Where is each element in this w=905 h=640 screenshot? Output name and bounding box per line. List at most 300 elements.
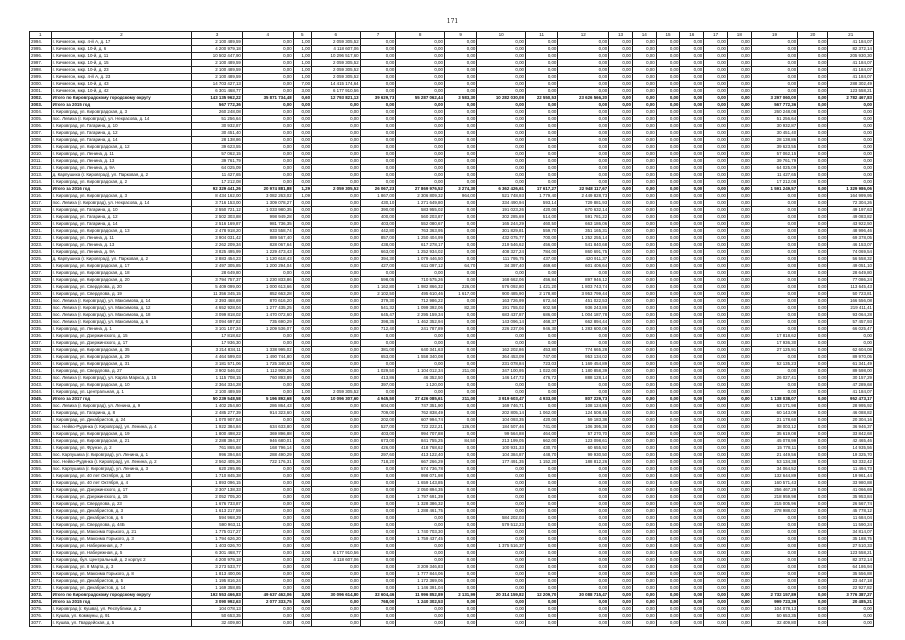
- amount-cell: 0,00: [396, 130, 445, 137]
- row-number-cell: 3016.: [30, 193, 52, 200]
- amount-cell: 1,29: [293, 186, 311, 193]
- amount-cell: 64,70: [444, 263, 476, 270]
- address-cell: г. Кировград, ул. 40 лет Октября, д. 4: [51, 480, 191, 487]
- amount-cell: 0,00: [609, 179, 633, 186]
- row-number-cell: 3060.: [30, 501, 52, 508]
- amount-cell: 0,00: [609, 312, 633, 319]
- amount-cell: 0,00: [312, 536, 361, 543]
- amount-cell: 0,00: [609, 151, 633, 158]
- amount-cell: 1 375 516,37: [477, 543, 526, 550]
- amount-cell: 0,00: [558, 557, 609, 564]
- amount-cell: 20 314 159,82: [477, 592, 526, 599]
- amount-cell: 1 250 404,99: [396, 235, 445, 242]
- amount-cell: 413,86: [360, 375, 396, 382]
- amount-cell: 301 829,81: [477, 228, 526, 235]
- address-cell: г. Кировград, ул. Свердлова, д. 44Б: [51, 522, 191, 529]
- amount-cell: 0,00: [632, 60, 656, 67]
- amount-cell: 0,00: [751, 67, 797, 74]
- amount-cell: 288 302,49: [828, 81, 874, 88]
- amount-cell: 0,00: [293, 305, 311, 312]
- amount-cell: 123 558,21: [828, 88, 874, 95]
- amount-cell: 0,00: [360, 536, 396, 543]
- table-row: [30, 480, 874, 487]
- amount-cell: 0,00: [727, 193, 751, 200]
- amount-cell: 432 075,77: [477, 235, 526, 242]
- amount-cell: 2 562 405,26: [192, 459, 243, 466]
- row-number-cell: 3047.: [30, 410, 52, 417]
- amount-cell: 0,00: [656, 319, 680, 326]
- column-header: 11: [525, 32, 557, 39]
- table-row: [30, 501, 874, 508]
- amount-cell: 7,00: [293, 81, 311, 88]
- amount-cell: 11 590,24: [828, 522, 874, 529]
- row-number-cell: 3027.: [30, 270, 52, 277]
- amount-cell: 23 626 566,20: [558, 95, 609, 102]
- amount-cell: 0,00: [798, 564, 828, 571]
- amount-cell: 0,00: [680, 368, 704, 375]
- table-row: [30, 165, 874, 172]
- amount-cell: 0,00: [444, 382, 476, 389]
- amount-cell: 0,00: [312, 340, 361, 347]
- amount-cell: 0,00: [751, 221, 797, 228]
- amount-cell: 0,00: [704, 193, 728, 200]
- amount-cell: 0,00: [293, 585, 311, 592]
- amount-cell: 0,00: [704, 536, 728, 543]
- amount-cell: 0,00: [525, 508, 557, 515]
- amount-cell: 0,00: [656, 102, 680, 109]
- amount-cell: 0,00: [704, 46, 728, 53]
- amount-cell: 0,00: [656, 529, 680, 536]
- address-cell: г. Кировград, ул. Кировградская, д. 17: [51, 263, 191, 270]
- amount-cell: 0,00: [751, 557, 797, 564]
- amount-cell: 168 662,06: [477, 277, 526, 284]
- amount-cell: 123 558,21: [828, 550, 874, 557]
- amount-cell: 0,00: [798, 396, 828, 403]
- amount-cell: 2 077 333,75: [242, 599, 293, 606]
- amount-cell: 0,00: [242, 417, 293, 424]
- table-row: [30, 298, 874, 305]
- address-cell: г. Кировград, ул. Свердлова, д. 23: [51, 501, 191, 508]
- amount-cell: 0,00: [680, 172, 704, 179]
- amount-cell: 0,00: [727, 347, 751, 354]
- amount-cell: 66 025,47: [828, 326, 874, 333]
- amount-cell: 2 131,99: [444, 592, 476, 599]
- amount-cell: 413 122,40: [396, 452, 445, 459]
- amount-cell: 0,00: [656, 592, 680, 599]
- amount-cell: 0,00: [609, 81, 633, 88]
- address-cell: пос. Левиха (г. Кировград), ул. Некрасова, д. 14: [51, 116, 191, 123]
- amount-cell: 521 748,93: [477, 193, 526, 200]
- amount-cell: 0,00: [680, 228, 704, 235]
- amount-cell: 0,00: [704, 620, 728, 627]
- amount-cell: 0,00: [798, 319, 828, 326]
- amount-cell: 0,00: [477, 620, 526, 627]
- amount-cell: 0,00: [751, 53, 797, 60]
- amount-cell: 430,10: [360, 200, 396, 207]
- amount-cell: 0,00: [312, 130, 361, 137]
- amount-cell: 0,00: [558, 536, 609, 543]
- amount-cell: 0,00: [293, 501, 311, 508]
- amount-cell: 49 083,82: [828, 214, 874, 221]
- amount-cell: 0,00: [444, 172, 476, 179]
- amount-cell: 0,00: [293, 319, 311, 326]
- amount-cell: 163 726,99: [477, 298, 526, 305]
- amount-cell: 0,00: [704, 214, 728, 221]
- address-cell: г. Кировград, ул. Кировградская, д. 3: [51, 109, 191, 116]
- amount-cell: 0,00: [680, 571, 704, 578]
- amount-cell: 0,00: [525, 88, 557, 95]
- amount-cell: 3 919 603,47: [477, 396, 526, 403]
- amount-cell: 0,00: [798, 585, 828, 592]
- row-number-cell: 3014.: [30, 179, 52, 186]
- amount-cell: 14 703 427,13: [192, 81, 243, 88]
- amount-cell: 0,00: [558, 74, 609, 81]
- amount-cell: 0,00: [360, 88, 396, 95]
- amount-cell: 0,00: [558, 130, 609, 137]
- amount-cell: 0,00: [727, 403, 751, 410]
- amount-cell: 3 082 263,02: [242, 193, 293, 200]
- amount-cell: 0,00: [798, 60, 828, 67]
- amount-cell: 0,00: [704, 410, 728, 417]
- row-number-cell: 3025.: [30, 256, 52, 263]
- address-cell: г. Кушва, ул. Гвардейская, д. 5: [51, 620, 191, 627]
- amount-cell: 0,00: [680, 214, 704, 221]
- amount-cell: 0,00: [293, 116, 311, 123]
- amount-cell: 0,00: [680, 452, 704, 459]
- row-number-cell: 3050.: [30, 431, 52, 438]
- row-number-cell: 2999.: [30, 74, 52, 81]
- amount-cell: 219 546,62: [477, 242, 526, 249]
- amount-cell: 889 567,40: [242, 235, 293, 242]
- amount-cell: 3 099 818,02: [192, 312, 243, 319]
- amount-cell: 0,00: [727, 95, 751, 102]
- amount-cell: 0,00: [312, 319, 361, 326]
- amount-cell: 0,00: [293, 242, 311, 249]
- amount-cell: 0,00: [727, 256, 751, 263]
- amount-cell: 0,00: [632, 564, 656, 571]
- table-row: [30, 53, 874, 60]
- amount-cell: 0,00: [360, 123, 396, 130]
- amount-cell: 860 691,75: [558, 249, 609, 256]
- amount-cell: 0,00: [558, 179, 609, 186]
- amount-cell: 0,00: [680, 81, 704, 88]
- amount-cell: 0,00: [727, 424, 751, 431]
- amount-cell: 36 946,37: [828, 424, 874, 431]
- row-number-cell: 3007.: [30, 130, 52, 137]
- amount-cell: 0,00: [242, 123, 293, 130]
- amount-cell: 0,00: [293, 578, 311, 585]
- row-number-cell: 3040.: [30, 361, 52, 368]
- amount-cell: 0,00: [632, 347, 656, 354]
- amount-cell: 0,00: [727, 123, 751, 130]
- amount-cell: 60 143,09: [751, 410, 797, 417]
- amount-cell: 0,00: [293, 333, 311, 340]
- amount-cell: 41 066,69: [828, 487, 874, 494]
- amount-cell: 495 610,46: [396, 291, 445, 298]
- amount-cell: 0,00: [727, 305, 751, 312]
- amount-cell: 0,00: [609, 438, 633, 445]
- amount-cell: 6 362 426,61: [477, 186, 526, 193]
- amount-cell: 0,00: [798, 53, 828, 60]
- amount-cell: 57 270,70: [558, 431, 609, 438]
- amount-cell: 0,00: [312, 179, 361, 186]
- amount-cell: 0,00: [727, 578, 751, 585]
- amount-cell: 0,00: [312, 172, 361, 179]
- amount-cell: 0,00: [396, 543, 445, 550]
- table-row: [30, 193, 874, 200]
- amount-cell: 0,00: [727, 585, 751, 592]
- amount-cell: 0,00: [293, 158, 311, 165]
- amount-cell: 0,00: [477, 109, 526, 116]
- amount-cell: 3,00: [293, 592, 311, 599]
- amount-cell: 1 252 934,02: [396, 249, 445, 256]
- amount-cell: 0,00: [477, 333, 526, 340]
- amount-cell: 1 022,00: [525, 368, 557, 375]
- amount-cell: 0,00: [704, 340, 728, 347]
- amount-cell: 0,00: [558, 473, 609, 480]
- amount-cell: 0,00: [525, 60, 557, 67]
- amount-cell: 27 869 976,52: [396, 186, 445, 193]
- amount-cell: 162 202,86: [477, 347, 526, 354]
- amount-cell: 1 271 649,80: [396, 200, 445, 207]
- amount-cell: 620 295,95: [192, 466, 243, 473]
- table-row: [30, 200, 874, 207]
- amount-cell: 0,00: [242, 158, 293, 165]
- amount-cell: 0,00: [312, 571, 361, 578]
- amount-cell: 0,00: [656, 256, 680, 263]
- amount-cell: 617 278,17: [396, 242, 445, 249]
- amount-cell: 670 632,14: [558, 207, 609, 214]
- table-row: [30, 515, 874, 522]
- amount-cell: 0,00: [477, 536, 526, 543]
- amount-cell: 0,00: [727, 480, 751, 487]
- amount-cell: 0,00: [656, 95, 680, 102]
- amount-cell: 0,00: [727, 277, 751, 284]
- amount-cell: 0,00: [751, 284, 797, 291]
- amount-cell: 0,00: [751, 354, 797, 361]
- row-number-cell: 3006.: [30, 123, 52, 130]
- amount-cell: 0,00: [477, 151, 526, 158]
- amount-cell: 3 181 571,06: [192, 361, 243, 368]
- amount-cell: 39 623,55: [192, 144, 243, 151]
- amount-cell: 14 415 174,64: [312, 81, 361, 88]
- row-number-cell: 3030.: [30, 291, 52, 298]
- amount-cell: 11 356 345,15: [192, 291, 243, 298]
- amount-cell: 0,00: [680, 270, 704, 277]
- amount-cell: 0,00: [396, 179, 445, 186]
- table-row: [30, 564, 874, 571]
- row-number-cell: 3001.: [30, 88, 52, 95]
- amount-cell: 0,00: [312, 249, 361, 256]
- address-cell: г. Кировград, ул. Кировградская, д. 20: [51, 277, 191, 284]
- amount-cell: 0,00: [632, 522, 656, 529]
- amount-cell: 0,00: [396, 172, 445, 179]
- amount-cell: 0,00: [704, 403, 728, 410]
- address-cell: г. Кичмегон, мкр. 10-й, д. 15: [51, 60, 191, 67]
- address-cell: г. Кичмегон, мкр. 4-й А, д. 23: [51, 74, 191, 81]
- amount-cell: 0,00: [293, 515, 311, 522]
- amount-cell: 0,00: [396, 557, 445, 564]
- amount-cell: 0,00: [680, 424, 704, 431]
- row-number-cell: 3058.: [30, 487, 52, 494]
- amount-cell: 0,00: [632, 193, 656, 200]
- amount-cell: 0,00: [798, 137, 828, 144]
- amount-cell: 0,00: [444, 522, 476, 529]
- amount-cell: 709,00: [360, 410, 396, 417]
- amount-cell: 0,00: [704, 242, 728, 249]
- amount-cell: 0,00: [525, 137, 557, 144]
- amount-cell: 0,00: [798, 67, 828, 74]
- amount-cell: 0,00: [477, 480, 526, 487]
- amount-cell: 0,00: [293, 235, 311, 242]
- amount-cell: 0,00: [656, 410, 680, 417]
- amount-cell: 5 196 892,68: [242, 396, 293, 403]
- table-row: [30, 340, 874, 347]
- amount-cell: 0,00: [525, 333, 557, 340]
- amount-cell: 0,00: [525, 403, 557, 410]
- amount-cell: 0,00: [444, 123, 476, 130]
- amount-cell: 0,00: [444, 277, 476, 284]
- amount-cell: 0,00: [558, 599, 609, 606]
- amount-cell: 132 644,89: [751, 473, 797, 480]
- amount-cell: 0,00: [293, 543, 311, 550]
- amount-cell: 0,00: [609, 46, 633, 53]
- amount-cell: 0,00: [727, 459, 751, 466]
- amount-cell: 0,00: [477, 494, 526, 501]
- amount-cell: 0,00: [477, 46, 526, 53]
- amount-cell: 72 304,26: [828, 200, 874, 207]
- address-cell: г. Кировград, бул. Центральный, д. 2 корпус 2: [51, 557, 191, 564]
- amount-cell: 0,00: [704, 480, 728, 487]
- amount-cell: 0,00: [727, 60, 751, 67]
- address-cell: г. Кировград, ул. Ленина, д. 9А: [51, 249, 191, 256]
- amount-cell: 0,00: [312, 284, 361, 291]
- amount-cell: 0,00: [751, 74, 797, 81]
- amount-cell: 35 556,88: [828, 571, 874, 578]
- column-header: 13: [609, 32, 633, 39]
- amount-cell: 0,00: [727, 270, 751, 277]
- amount-cell: 662 894,44: [558, 319, 609, 326]
- address-cell: г. Кировград, ул. Кировградская, д. 2: [51, 179, 191, 186]
- amount-cell: 1 490 744,80: [242, 354, 293, 361]
- amount-cell: 0,00: [312, 144, 361, 151]
- amount-cell: 30 451,40: [751, 130, 797, 137]
- amount-cell: 0,00: [704, 200, 728, 207]
- amount-cell: 914 323,60: [242, 410, 293, 417]
- amount-cell: 0,00: [727, 179, 751, 186]
- amount-cell: 0,00: [609, 389, 633, 396]
- row-number-cell: 3011.: [30, 158, 52, 165]
- amount-cell: 0,00: [477, 487, 526, 494]
- amount-cell: 0,00: [704, 368, 728, 375]
- amount-cell: 0,00: [828, 620, 874, 627]
- amount-cell: 0,00: [312, 123, 361, 130]
- amount-cell: 2 478 918,20: [192, 228, 243, 235]
- amount-cell: 0,00: [609, 473, 633, 480]
- row-number-cell: 3022.: [30, 235, 52, 242]
- amount-cell: 35 953,84: [828, 494, 874, 501]
- amount-cell: 0,00: [609, 221, 633, 228]
- amount-cell: 601 406,64: [558, 263, 609, 270]
- table-row: [30, 270, 874, 277]
- amount-cell: 0,00: [525, 522, 557, 529]
- address-cell: Итого за 2015 год: [51, 102, 191, 109]
- amount-cell: 0,00: [798, 242, 828, 249]
- table-row: [30, 466, 874, 473]
- row-number-cell: 3042.: [30, 375, 52, 382]
- amount-cell: 0,00: [656, 326, 680, 333]
- amount-cell: 0,00: [727, 165, 751, 172]
- row-number-cell: 3005.: [30, 116, 52, 123]
- amount-cell: 0,00: [609, 487, 633, 494]
- amount-cell: 0,00: [828, 172, 874, 179]
- amount-cell: 4 200 979,18: [192, 46, 243, 53]
- amount-cell: 0,00: [525, 123, 557, 130]
- amount-cell: 0,00: [558, 550, 609, 557]
- amount-cell: 0,00: [242, 522, 293, 529]
- amount-cell: 0,00: [444, 389, 476, 396]
- table-row: [30, 214, 874, 221]
- amount-cell: 0,00: [798, 368, 828, 375]
- amount-cell: 0,00: [444, 417, 476, 424]
- amount-cell: 0,00: [444, 550, 476, 557]
- amount-cell: 0,00: [656, 305, 680, 312]
- address-cell: г. Кировград, ул. Фрунзе, д. 2: [51, 445, 191, 452]
- table-row: [30, 88, 874, 95]
- amount-cell: 0,00: [704, 221, 728, 228]
- amount-cell: 0,00: [609, 39, 633, 46]
- table-row: [30, 172, 874, 179]
- amount-cell: 0,00: [704, 466, 728, 473]
- amount-cell: 0,00: [727, 557, 751, 564]
- amount-cell: 0,00: [477, 501, 526, 508]
- amount-cell: 0,00: [242, 557, 293, 564]
- amount-cell: 0,00: [477, 564, 526, 571]
- amount-cell: 2 732 157,89: [751, 592, 797, 599]
- amount-cell: 0,00: [525, 466, 557, 473]
- amount-cell: 1 462 352,94: [396, 319, 445, 326]
- amount-cell: 0,00: [798, 417, 828, 424]
- amount-cell: 0,00: [396, 158, 445, 165]
- amount-cell: 0,00: [704, 396, 728, 403]
- amount-cell: 0,00: [360, 270, 396, 277]
- amount-cell: 0,00: [632, 389, 656, 396]
- amount-cell: 0,00: [242, 389, 293, 396]
- amount-cell: 0,00: [444, 214, 476, 221]
- amount-cell: 0,00: [525, 270, 557, 277]
- amount-cell: 0,00: [798, 88, 828, 95]
- amount-cell: 0,00: [360, 508, 396, 515]
- amount-cell: 2 516 169,87: [192, 221, 243, 228]
- amount-cell: 0,00: [444, 221, 476, 228]
- amount-cell: 0,00: [656, 571, 680, 578]
- amount-cell: 953 134,02: [558, 354, 609, 361]
- table-row: [30, 494, 874, 501]
- amount-cell: 0,00: [704, 389, 728, 396]
- amount-cell: 0,00: [293, 200, 311, 207]
- amount-cell: 0,00: [632, 270, 656, 277]
- amount-cell: 260 248,08: [192, 109, 243, 116]
- amount-cell: 0,00: [632, 242, 656, 249]
- amount-cell: 0,00: [798, 340, 828, 347]
- address-cell: г. Кировград, ул. Набережная, д. 5: [51, 550, 191, 557]
- amount-cell: 0,00: [727, 88, 751, 95]
- amount-cell: 45 078,99: [751, 438, 797, 445]
- row-number-cell: 3032.: [30, 305, 52, 312]
- row-number-cell: 3069.: [30, 564, 52, 571]
- amount-cell: 0,00: [609, 242, 633, 249]
- amount-cell: 2 393 468,69: [192, 298, 243, 305]
